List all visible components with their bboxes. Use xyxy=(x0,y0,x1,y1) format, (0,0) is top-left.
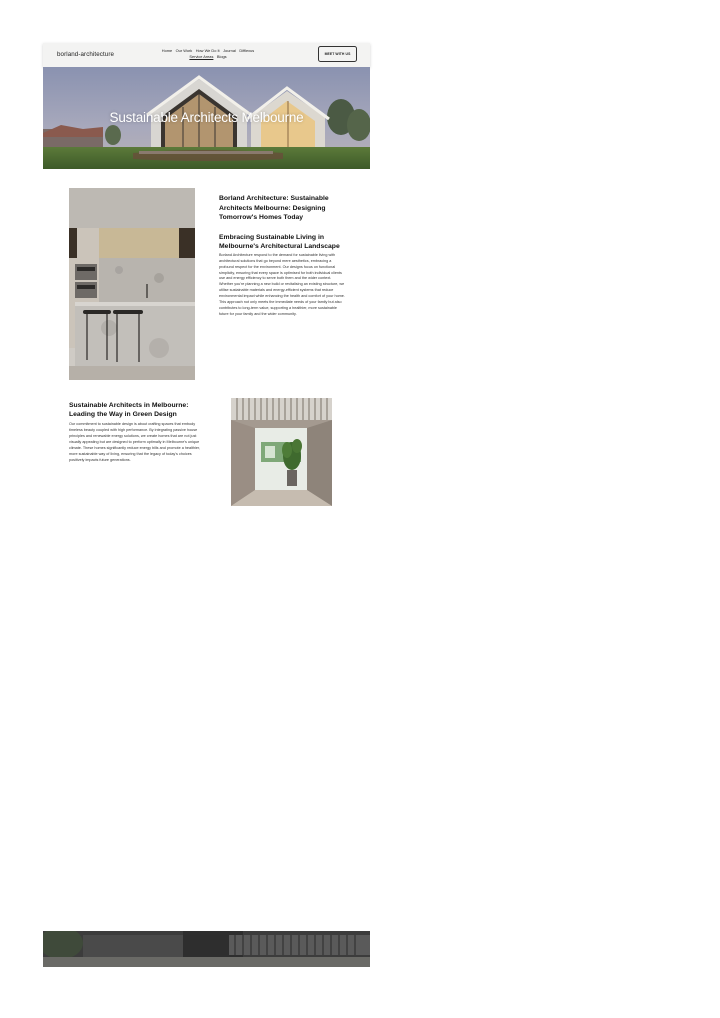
nav-link-blogs[interactable]: Blogs xyxy=(216,54,227,60)
main-nav xyxy=(155,48,261,60)
site-logo[interactable]: borland-architecture xyxy=(57,51,115,58)
section1-heading: Borland Architecture: Sustainable Architects Melbourne: Designing Tomorrow's Homes Today xyxy=(219,195,329,222)
nav-link-difflexus[interactable]: Difflexus xyxy=(239,48,255,53)
section2-body: Our commitment to sustainable design is about crafting spaces that embody timeless beauty coupled with high performance. By integrating passive house principles and renewable energy solutions, we create homes that are not just visually appealing but are designed to perform optimally in Melbourne's unique climate. These homes significantly reduce energy bills and promote a healthier, more sustainable way of living, ensuring that the legacy of today's choices positively impacts future generations. xyxy=(69,422,201,462)
section2-text xyxy=(69,401,205,464)
corridor-image xyxy=(231,398,332,506)
hero-banner xyxy=(43,67,370,169)
footer-banner-image xyxy=(43,931,370,967)
nav-link-journal[interactable]: Journal xyxy=(223,48,236,53)
site-header xyxy=(43,43,370,67)
hero-title: Sustainable Architects Melbourne xyxy=(109,110,304,125)
nav-link-how-we-do-it[interactable]: How We Do It xyxy=(195,48,220,53)
nav-row-2 xyxy=(155,54,261,60)
section2-heading: Sustainable Architects in Melbourne: Leading the Way in Green Design xyxy=(69,402,189,419)
section1-body: Borland Architecture respond to the demand for sustainable living with architectural solutions that go beyond mere aesthetics, embracing a profound respect for the environment. Our designs focus on functional simplicity, ensuring that every space is optimised for both individual clients use and energy efficiency to serve both them and the wider context. Whether you're planning a new build or revitalising an existing structure, we utilise sustainable materials and energy-efficient systems that reduce environmental impact while enhancing the health and comfort of your home. This approach not only meets the immediate needs of your family but also contributes to long-term value, supporting a healthier, more sustainable future for your family and the wider community. xyxy=(219,252,345,316)
kitchen-image xyxy=(69,188,195,380)
nav-link-home[interactable]: Home xyxy=(161,48,173,53)
meet-with-us-button[interactable]: MEET WITH US xyxy=(318,46,357,62)
nav-link-our-work[interactable]: Our Work xyxy=(175,48,193,53)
section1-subheading: Embracing Sustainable Living in Melbourne's Architectural Landscape xyxy=(219,233,340,250)
nav-link-service-areas[interactable]: Service Areas xyxy=(189,54,214,60)
section1-text xyxy=(219,194,346,318)
